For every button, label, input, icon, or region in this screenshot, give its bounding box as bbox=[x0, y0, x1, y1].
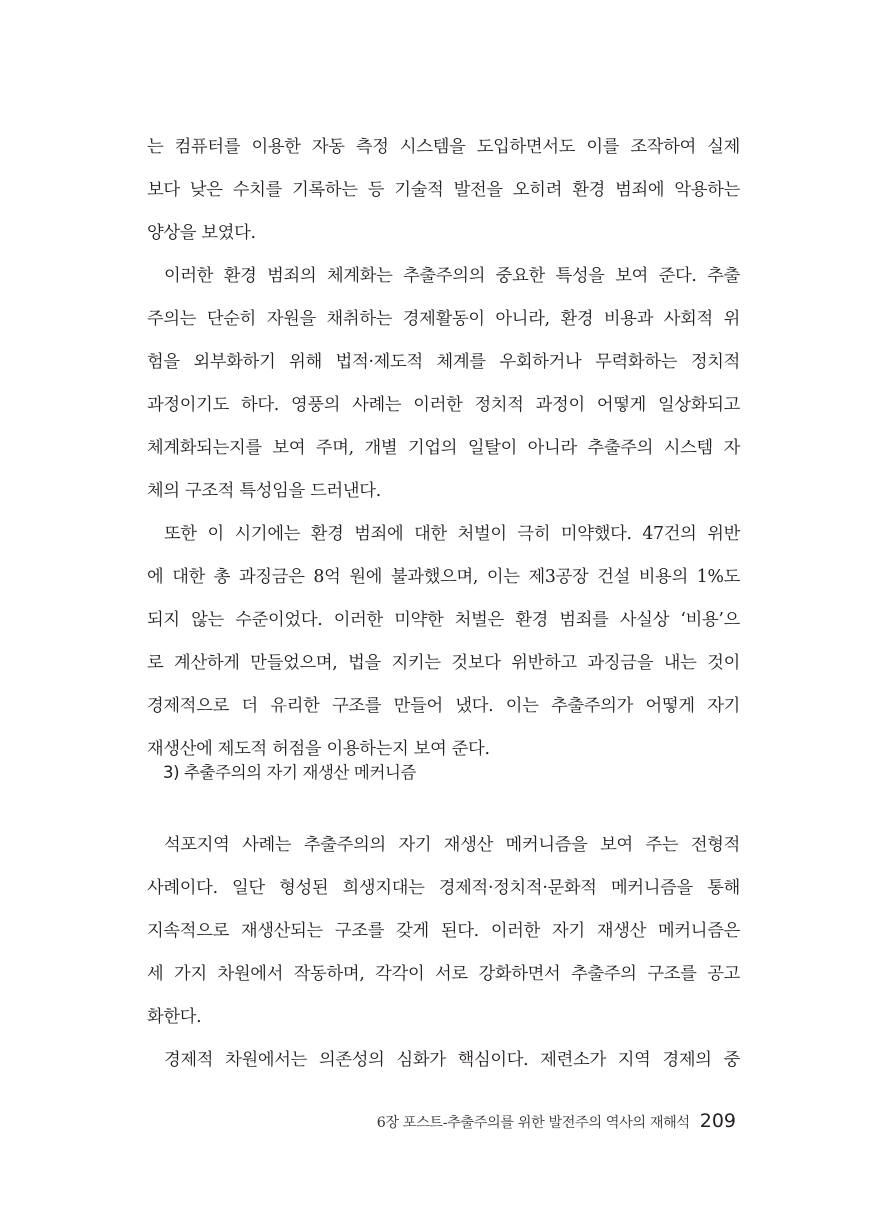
running-head: 6장 포스트-추출주의를 위한 발전주의 역사의 재해석 bbox=[376, 1115, 690, 1131]
body-line: 이러한 환경 범죄의 체계화는 추출주의의 중요한 특성을 보여 준다. 추출 bbox=[164, 266, 740, 286]
body-line: 는 컴퓨터를 이용한 자동 측정 시스템을 도입하면서도 이를 조작하여 실제 bbox=[147, 137, 740, 157]
body-line: 보다 낮은 수치를 기록하는 등 기술적 발전을 오히려 환경 범죄에 악용하는 bbox=[147, 180, 740, 200]
body-line: 로 계산하게 만들었으며, 법을 지키는 것보다 위반하고 과징금을 내는 것이 bbox=[147, 653, 740, 673]
body-line: 주의는 단순히 자원을 채취하는 경제활동이 아니라, 환경 비용과 사회적 위 bbox=[147, 309, 740, 329]
body-line: 에 대한 총 과징금은 8억 원에 불과했으며, 이는 제3공장 건설 비용의 1%도 bbox=[147, 567, 740, 587]
body-line: 경제적으로 더 유리한 구조를 만들어 냈다. 이는 추출주의가 어떻게 자기 bbox=[147, 696, 740, 716]
section-heading: 3) 추출주의의 자기 재생산 메커니즘 bbox=[163, 763, 417, 782]
body-line: 험을 외부화하기 위해 법적·제도적 체계를 우회하거나 무력화하는 정치적 bbox=[147, 352, 740, 372]
page-footer bbox=[377, 1110, 736, 1132]
page-number: 209 bbox=[699, 1110, 736, 1132]
body-line: 양상을 보였다. bbox=[147, 223, 256, 243]
body-line: 재생산에 제도적 허점을 이용하는지 보여 준다. bbox=[147, 739, 490, 759]
body-line: 지속적으로 재생산되는 구조를 갖게 된다. 이러한 자기 재생산 메커니즘은 bbox=[147, 921, 740, 941]
body-line: 또한 이 시기에는 환경 범죄에 대한 처벌이 극히 미약했다. 47건의 위반 bbox=[164, 524, 740, 544]
body-line: 체계화되는지를 보여 주며, 개별 기업의 일탈이 아니라 추출주의 시스템 자 bbox=[147, 438, 740, 458]
body-text-block-1 bbox=[147, 126, 740, 771]
body-line: 체의 구조적 특성임을 드러낸다. bbox=[147, 481, 381, 501]
body-text-block-2 bbox=[147, 824, 740, 1082]
body-line: 세 가지 차원에서 작동하며, 각각이 서로 강화하면서 추출주의 구조를 공고 bbox=[147, 964, 740, 984]
body-line: 화한다. bbox=[147, 1007, 202, 1027]
body-line: 석포지역 사례는 추출주의의 자기 재생산 메커니즘을 보여 주는 전형적 bbox=[164, 835, 740, 855]
body-line: 되지 않는 수준이었다. 이러한 미약한 처벌은 환경 범죄를 사실상 ‘비용’으 bbox=[147, 610, 740, 630]
body-line: 경제적 차원에서는 의존성의 심화가 핵심이다. 제련소가 지역 경제의 중 bbox=[164, 1050, 740, 1070]
body-line: 과정이기도 하다. 영풍의 사례는 이러한 정치적 과정이 어떻게 일상화되고 bbox=[147, 395, 740, 415]
body-line: 사례이다. 일단 형성된 희생지대는 경제적·정치적·문화적 메커니즘을 통해 bbox=[147, 878, 740, 898]
